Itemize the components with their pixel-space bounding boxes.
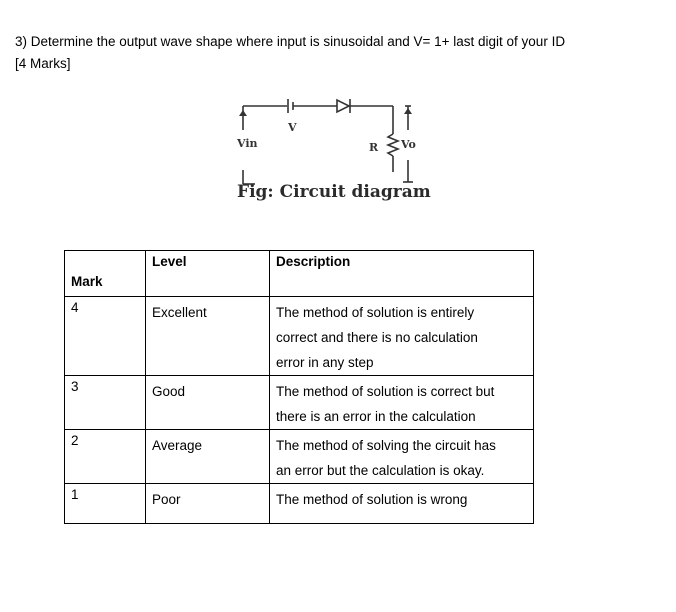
description-line: The method of solution is wrong [276,492,468,507]
header-level: Level [146,251,270,297]
description-line: The method of solving the circuit has [276,438,496,453]
description-line: The method of solution is entirely [276,305,475,320]
description-line: there is an error in the calculation [276,409,476,424]
table-row [65,484,534,524]
description-line: The method of solution is correct but [276,384,495,399]
r-label: R [369,141,379,154]
table-row [65,297,534,376]
question-text: 3) Determine the output wave shape where input is sinusoidal and V= 1+ last digit of your ID [15,34,566,49]
marking-rubric-table [64,250,534,524]
level-text: Average [152,438,203,453]
header-description: Description [270,251,534,297]
vin-arrow-head [239,110,247,116]
level-cell [146,376,270,430]
header-mark: Mark [65,251,146,297]
description-cell [270,484,534,524]
vo-label: Vo [401,138,416,151]
description-cell [270,376,534,430]
description-cell [270,430,534,484]
description-cell [270,297,534,376]
vin-label: Vin [237,137,258,150]
v-label: V [288,121,297,134]
resistor-zigzag [388,134,398,156]
level-text: Poor [152,492,181,507]
mark-cell: 4 [65,297,146,376]
diode-triangle [337,100,349,112]
question-block [15,31,565,75]
vo-arrow-head [404,108,412,114]
level-cell [146,430,270,484]
circuit-figure [225,92,440,217]
table-row [65,376,534,430]
mark-cell: 3 [65,376,146,430]
description-line: error in any step [276,355,374,370]
level-text: Excellent [152,305,207,320]
question-marks: [4 Marks] [15,56,71,71]
table-header-row [65,251,534,297]
table-row [65,430,534,484]
description-line: an error but the calculation is okay. [276,463,485,478]
figure-caption: Fig: Circuit diagram [237,182,431,202]
level-text: Good [152,384,186,399]
mark-cell: 1 [65,484,146,524]
mark-cell: 2 [65,430,146,484]
level-cell [146,484,270,524]
description-line: correct and there is no calculation [276,330,478,345]
level-cell [146,297,270,376]
